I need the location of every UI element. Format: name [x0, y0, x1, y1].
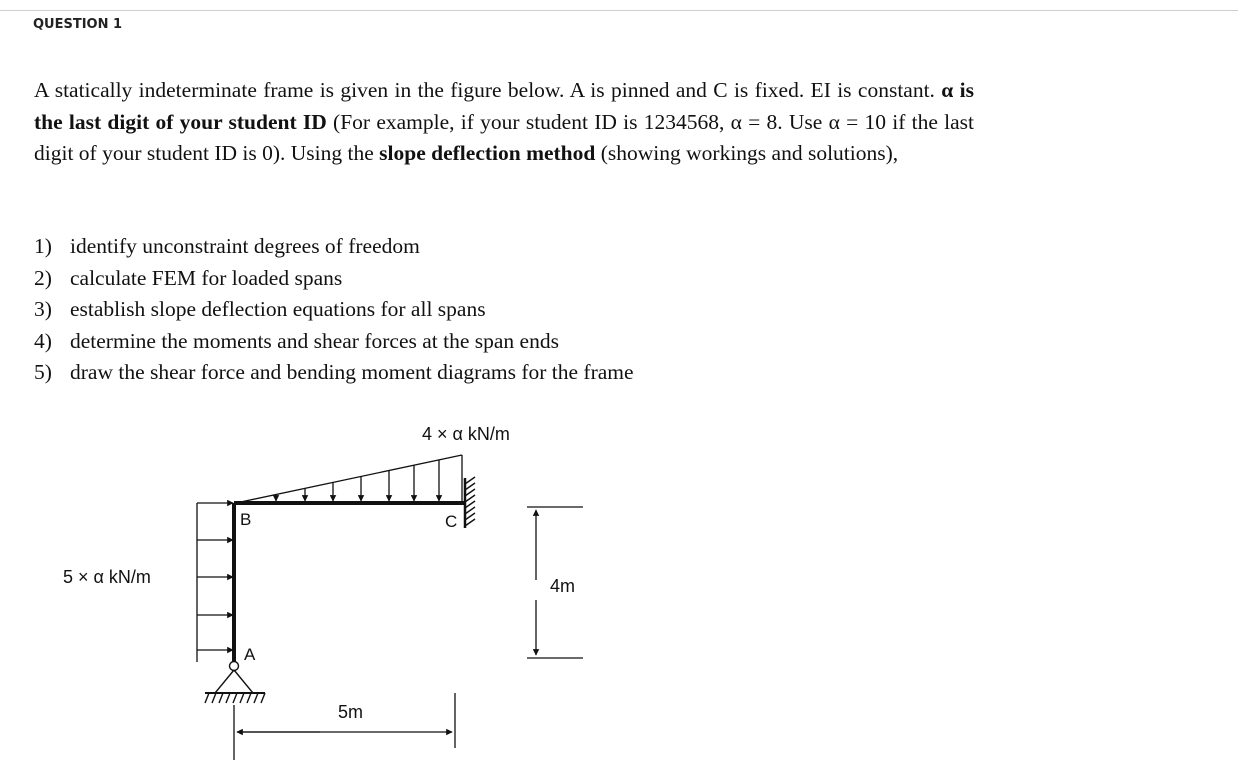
- statement-example: (For example, if your student ID is 1234568, α = 8. Use α = 10 if the last digit of your student ID is 0). Using the: [34, 109, 975, 165]
- statement-alpha-definition: α is the last digit of your student ID: [34, 78, 974, 134]
- span-label: 5m: [338, 702, 364, 722]
- node-c-label: C: [445, 512, 458, 531]
- statement-method: slope deflection method: [379, 141, 596, 165]
- task-item: 1) identify unconstraint degrees of freedom: [34, 234, 420, 258]
- column-load-label: 5 × α kN/m: [63, 567, 151, 587]
- frame-diagram: [0, 400, 700, 770]
- task-item: 3) establish slope deflection equations for all spans: [34, 297, 486, 321]
- top-divider: [0, 10, 1238, 11]
- task-item: 2) calculate FEM for loaded spans: [34, 265, 343, 290]
- statement-intro: A statically indeterminate frame is given in the figure below. A is pinned and C is fixed. EI is constant.: [34, 78, 935, 102]
- column-distributed-load: [197, 503, 233, 662]
- fixed-support-c: [465, 477, 475, 528]
- task-item: 5) draw the shear force and bending moment diagrams for the frame: [34, 360, 634, 384]
- task-item: 4) determine the moments and shear forces at the span ends: [34, 328, 559, 353]
- node-a-label: A: [244, 645, 256, 664]
- statement-ending: (showing workings and solutions),: [600, 141, 899, 165]
- pin-support-a: [205, 662, 265, 704]
- node-b-label: B: [240, 510, 252, 529]
- height-label: 4m: [550, 576, 576, 596]
- question-label: QUESTION 1: [33, 17, 123, 32]
- task-list: [34, 231, 634, 389]
- beam-distributed-load: [236, 455, 462, 503]
- beam-load-label: 4 × α kN/m: [422, 424, 510, 444]
- problem-statement: [34, 75, 974, 170]
